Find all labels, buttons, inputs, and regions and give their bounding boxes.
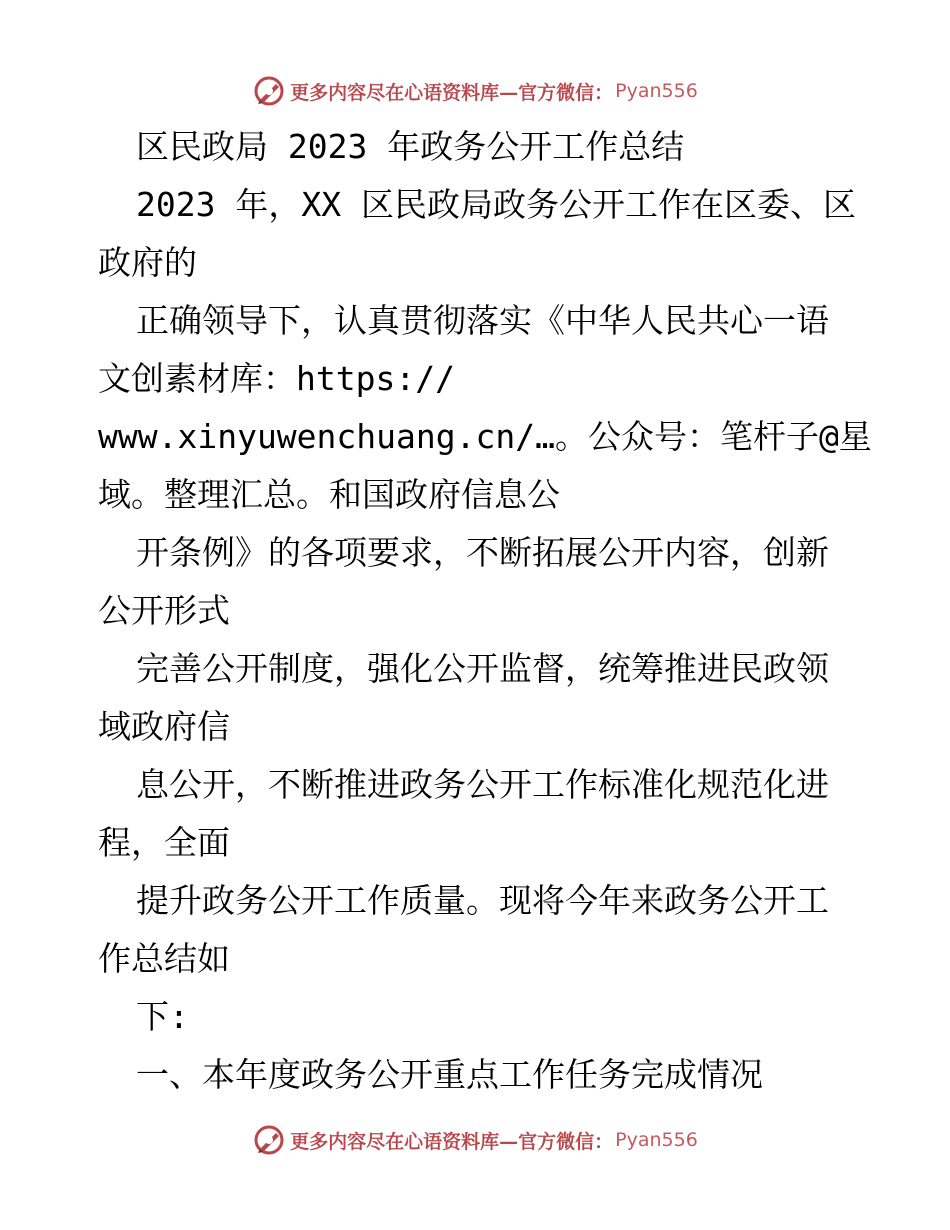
- paragraph-line: 正确领导下，认真贯彻落实《中华人民共心一语: [136, 301, 829, 340]
- footer-watermark: [0, 1120, 950, 1160]
- section-heading: 一、本年度政务公开重点工作任务完成情况: [136, 1055, 763, 1094]
- paragraph-line: 政府的: [98, 243, 197, 282]
- watermark-text: 更多内容尽在心语资料库—官方微信：: [290, 81, 614, 104]
- watermark-text: 更多内容尽在心语资料库—官方微信：: [290, 1130, 614, 1153]
- document-title: 区民政局 2023 年政务公开工作总结: [136, 127, 685, 166]
- paragraph-line: www.xinyuwenchuang.cn/…。公众号：笔杆子@星: [98, 417, 872, 456]
- header-watermark: [0, 71, 950, 111]
- paragraph-line: 开条例》的各项要求，不断拓展公开内容，创新: [136, 533, 829, 572]
- paragraph-line: 下:: [136, 997, 189, 1036]
- paragraph-line: 程，全面: [98, 823, 230, 862]
- watermark-wechat-id: Pyan556: [615, 1129, 698, 1151]
- paragraph-line: 域政府信: [98, 707, 230, 746]
- pen-logo-icon: [252, 1123, 286, 1157]
- paragraph-line: 域。整理汇总。和国政府信息公: [98, 475, 560, 514]
- paragraph-line: 文创素材库：https://: [98, 359, 455, 398]
- pen-logo-icon: [252, 74, 286, 108]
- paragraph-line: 公开形式: [98, 591, 230, 630]
- paragraph-line: 息公开，不断推进政务公开工作标准化规范化进: [136, 765, 829, 804]
- paragraph-line: 完善公开制度，强化公开监督，统筹推进民政领: [136, 649, 829, 688]
- paragraph-line: 作总结如: [98, 939, 230, 978]
- document-body: [98, 118, 872, 1104]
- paragraph-line: 2023 年，XX 区民政局政务公开工作在区委、区: [136, 185, 856, 224]
- watermark-wechat-id: Pyan556: [615, 80, 698, 102]
- paragraph-line: 提升政务公开工作质量。现将今年来政务公开工: [136, 881, 829, 920]
